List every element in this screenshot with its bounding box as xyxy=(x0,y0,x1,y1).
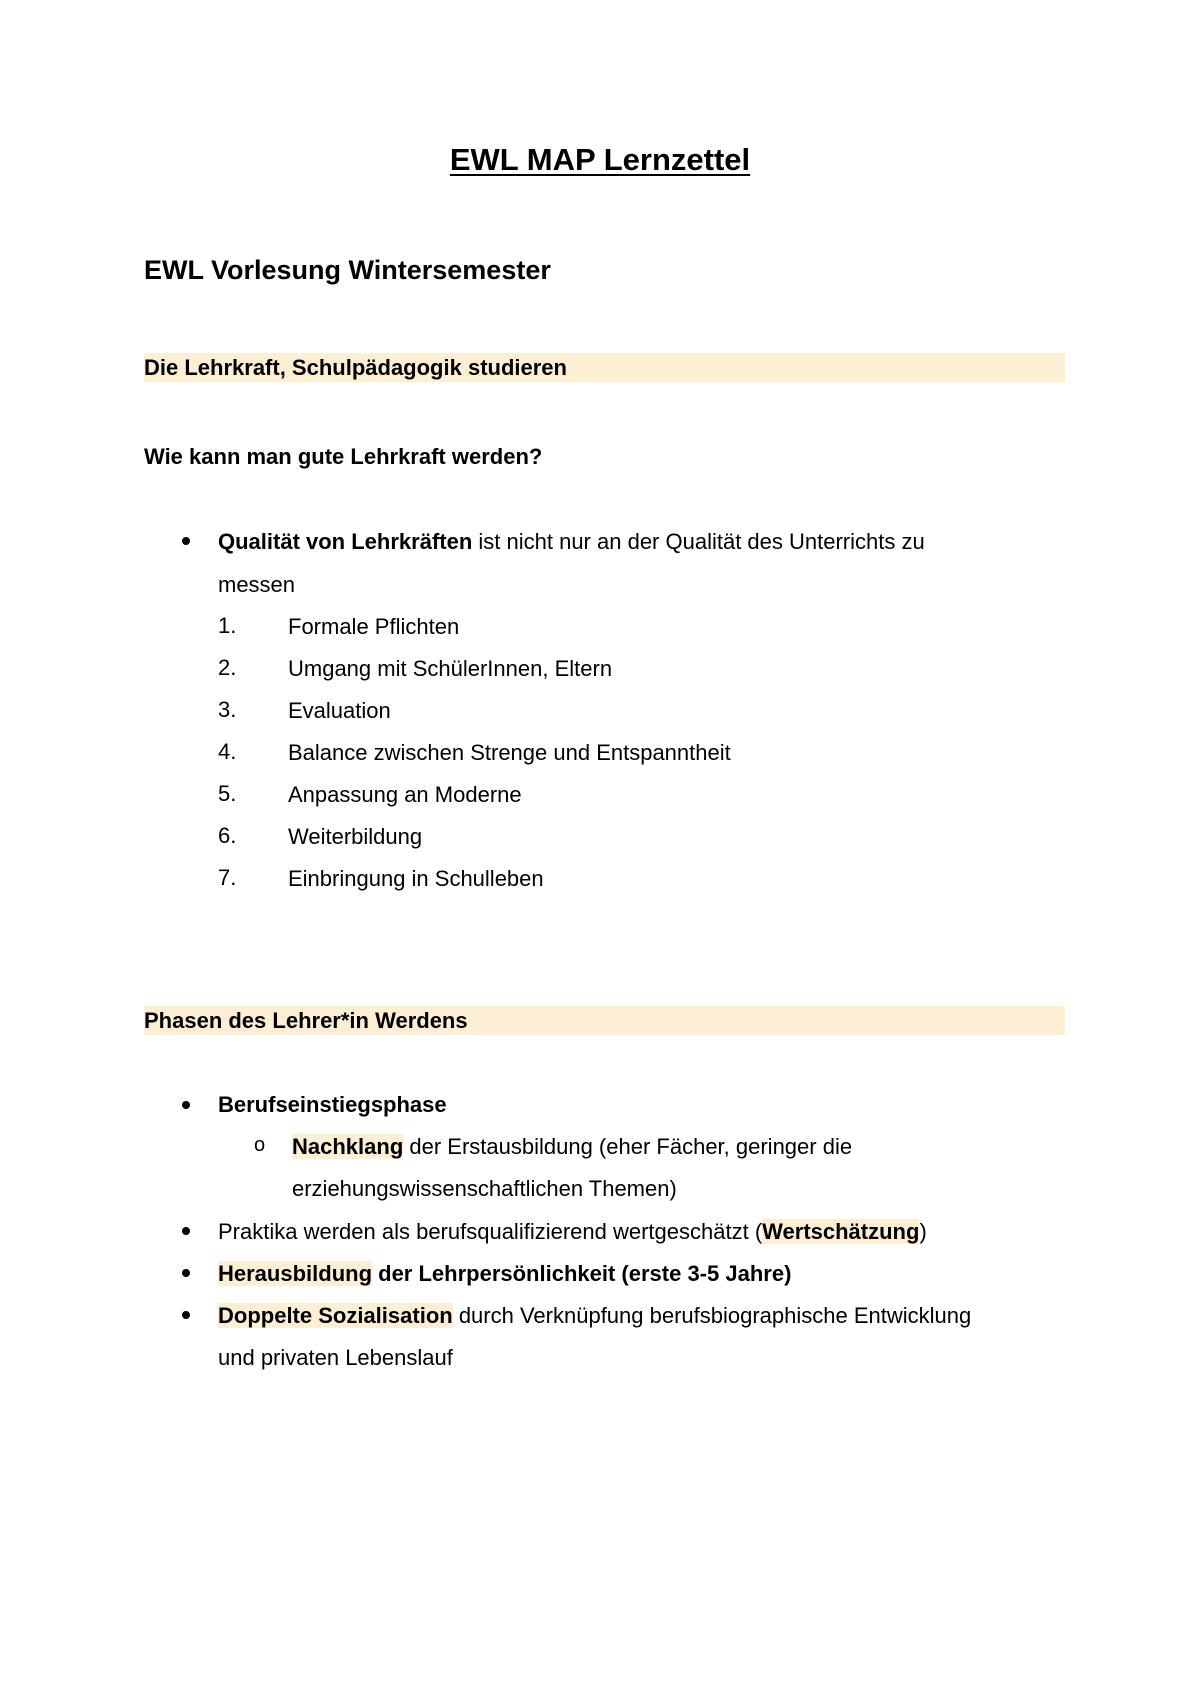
bullet-text-end: ) xyxy=(919,1219,927,1244)
sub-bullet-nachklang xyxy=(292,1133,852,1161)
bullet-icon xyxy=(182,1311,190,1319)
list-item: Einbringung in Schulleben xyxy=(288,866,544,891)
bullet-text: der Lehrpersönlichkeit (erste 3-5 Jahre) xyxy=(372,1261,792,1286)
bullet-text: durch Verknüpfung berufsbiographische Entwicklung xyxy=(452,1303,972,1328)
list-number: 3. xyxy=(218,697,237,722)
sub-bullet-marker: o xyxy=(254,1134,266,1156)
bullet-qualitaet-cont: messen xyxy=(218,572,296,597)
document-title: EWL MAP Lernzettel xyxy=(449,142,751,177)
bullet-praktika xyxy=(218,1218,927,1246)
section-title-phasen: Phasen des Lehrer*in Werdens xyxy=(144,1008,468,1033)
bullet-sozialisation xyxy=(218,1302,971,1330)
bullet-icon xyxy=(182,537,190,545)
list-number: 5. xyxy=(218,781,237,806)
bullet-herausbildung xyxy=(218,1260,791,1288)
highlighted-term: Herausbildung xyxy=(218,1261,373,1286)
sub-bullet-text: der Erstausbildung (eher Fächer, geringer die xyxy=(403,1134,853,1159)
bullet-berufseinstieg: Berufseinstiegsphase xyxy=(218,1092,447,1117)
section-title-lehrkraft: Die Lehrkraft, Schulpädagogik studieren xyxy=(144,355,567,380)
question-heading: Wie kann man gute Lehrkraft werden? xyxy=(144,444,543,469)
highlighted-term: Doppelte Sozialisation xyxy=(218,1303,453,1328)
bullet-icon xyxy=(182,1101,190,1109)
list-item: Weiterbildung xyxy=(288,824,423,849)
bullet-text: ist nicht nur an der Qualität des Unterrichts zu xyxy=(472,529,925,554)
section-band-lehrkraft xyxy=(144,353,1065,382)
highlighted-term: Nachklang xyxy=(292,1134,404,1159)
list-item: Evaluation xyxy=(288,698,391,723)
list-number: 4. xyxy=(218,739,237,764)
highlighted-term: Wertschätzung xyxy=(762,1219,920,1244)
bullet-qualitaet xyxy=(218,528,925,556)
bullet-sozialisation-cont: und privaten Lebenslauf xyxy=(218,1345,453,1370)
bullet-text: Praktika werden als berufsqualifizierend wertgeschätzt ( xyxy=(218,1219,763,1244)
list-number: 6. xyxy=(218,823,237,848)
list-number: 1. xyxy=(218,613,237,638)
bullet-icon xyxy=(182,1227,190,1235)
list-number: 7. xyxy=(218,865,237,890)
list-item: Umgang mit SchülerInnen, Eltern xyxy=(288,656,613,681)
bold-term: Qualität von Lehrkräften xyxy=(218,529,473,554)
list-item: Anpassung an Moderne xyxy=(288,782,522,807)
list-number: 2. xyxy=(218,655,237,680)
sub-bullet-cont: erziehungswissenschaftlichen Themen) xyxy=(292,1176,677,1201)
list-item: Balance zwischen Strenge und Entspanntheit xyxy=(288,740,731,765)
section-band-phasen xyxy=(144,1006,1065,1035)
list-item: Formale Pflichten xyxy=(288,614,460,639)
lecture-heading: EWL Vorlesung Wintersemester xyxy=(144,255,551,285)
bullet-icon xyxy=(182,1269,190,1277)
